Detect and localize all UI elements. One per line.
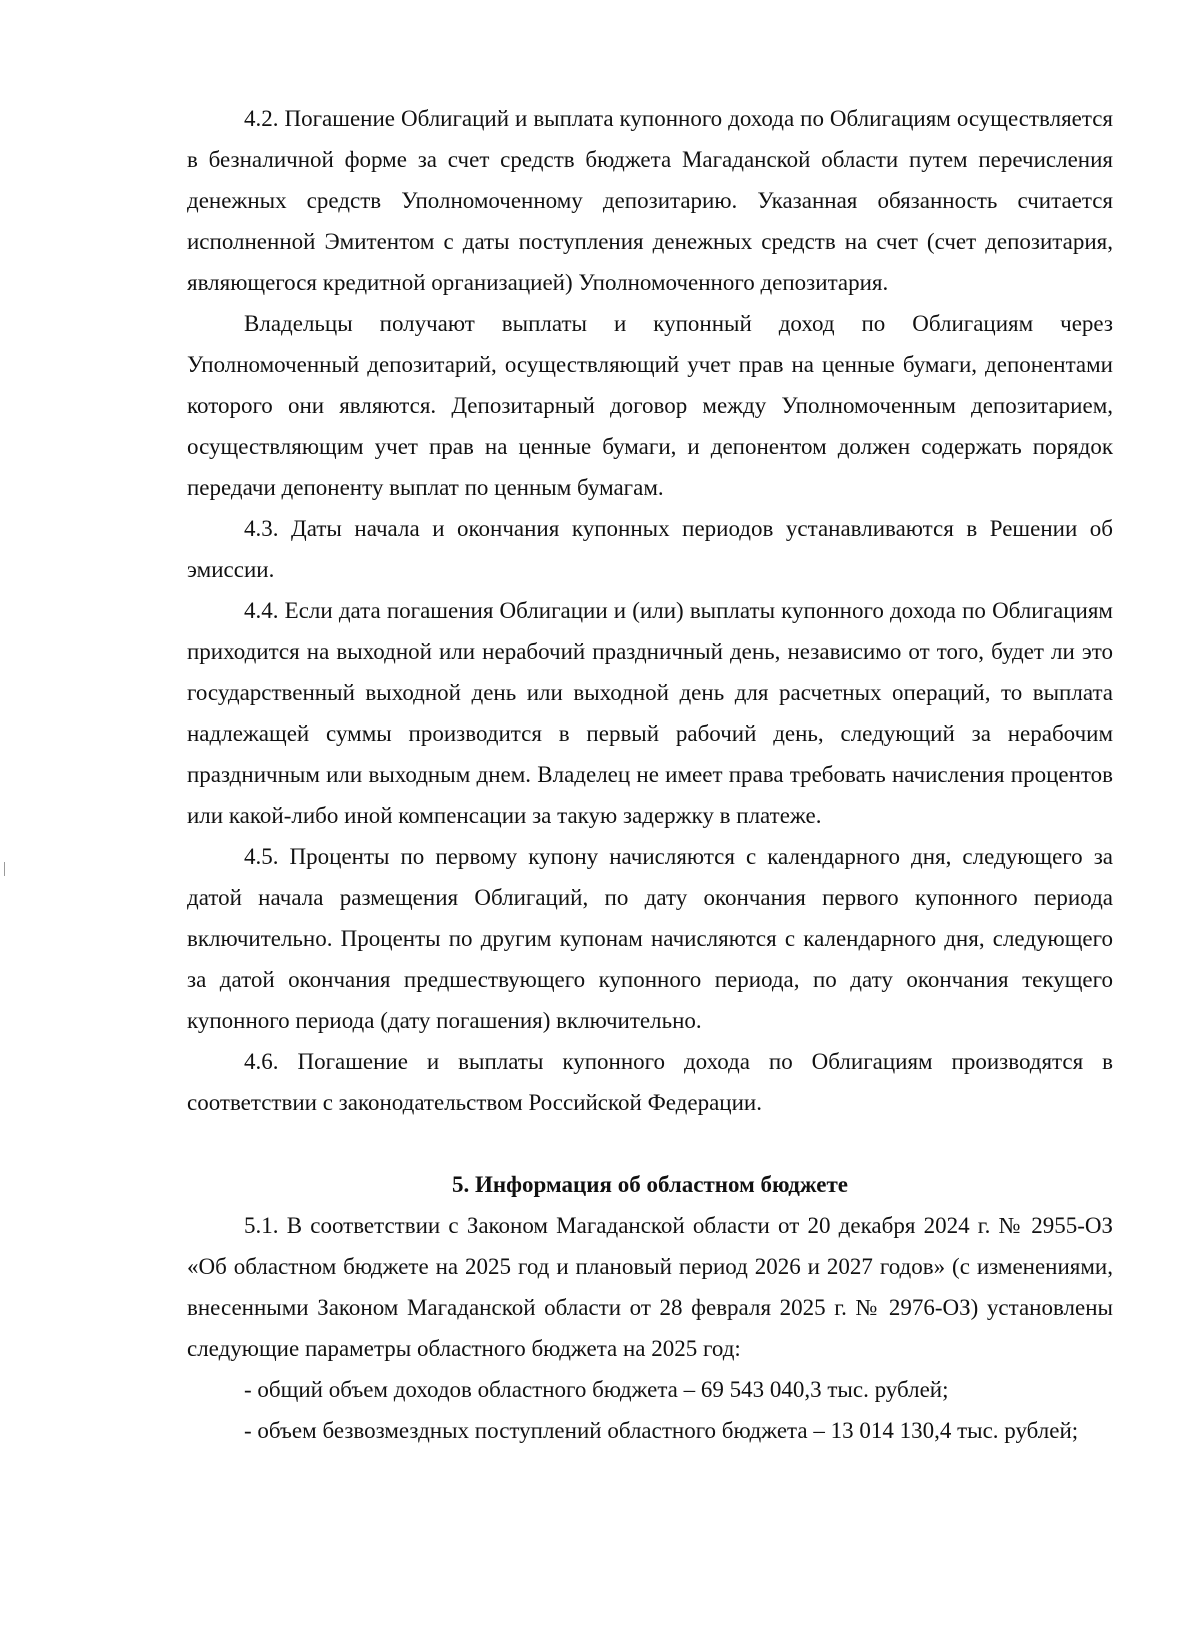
list-item-grants: - объем безвозмездных поступлений областного бюджета – 13 014 130,4 тыс. рублей;: [244, 1418, 1079, 1443]
paragraph-4-2: 4.2. Погашение Облигаций и выплата купонного дохода по Облигациям осуществляется в безналичной форме за счет средств бюджета Магаданской области путем перечисления денежных средств Уполномоченному депозитарию. Указанная обязанность считается исполненной Эмитентом с даты поступления денежных средств на счет (счет депозитария, являющегося кредитной организацией) Уполномоченного депозитария.: [187, 106, 1113, 295]
paragraph-5-1: 5.1. В соответствии с Законом Магаданской области от 20 декабря 2024 г. № 2955-ОЗ «Об областном бюджете на 2025 год и плановый период 2026 и 2027 годов» (с изменениями, внесенными Законом Магаданской области от 28 февраля 2025 г. № 2976-ОЗ) установлены следующие параметры областного бюджета на 2025 год:: [187, 1213, 1113, 1361]
document-body: [187, 98, 1113, 1451]
section-5-heading: 5. Информация об областном бюджете: [451, 1172, 848, 1197]
paragraph-4-5: 4.5. Проценты по первому купону начисляются с календарного дня, следующего за датой начала размещения Облигаций, по дату окончания первого купонного периода включительно. Проценты по другим купонам начисляются с календарного дня, следующего за датой окончания предшествующего купонного периода, по дату окончания текущего купонного периода (дату погашения) включительно.: [187, 844, 1113, 1033]
margin-mark: [4, 862, 5, 876]
paragraph-4-6: 4.6. Погашение и выплаты купонного дохода по Облигациям производятся в соответствии с законодательством Российской Федерации.: [187, 1049, 1113, 1115]
paragraph-4-4: 4.4. Если дата погашения Облигации и (или) выплаты купонного дохода по Облигациям приходится на выходной или нерабочий праздничный день, независимо от того, будет ли это государственный выходной день или выходной день для расчетных операций, то выплата надлежащей суммы производится в первый рабочий день, следующий за нерабочим праздничным или выходным днем. Владелец не имеет права требовать начисления процентов или какой-либо иной компенсации за такую задержку в платеже.: [187, 598, 1113, 828]
paragraph-4-3: 4.3. Даты начала и окончания купонных периодов устанавливаются в Решении об эмиссии.: [187, 516, 1113, 582]
list-item-income: - общий объем доходов областного бюджета – 69 543 040,3 тыс. рублей;: [244, 1377, 949, 1402]
paragraph-owners: Владельцы получают выплаты и купонный доход по Облигациям через Уполномоченный депозитарий, осуществляющий учет прав на ценные бумаги, депонентами которого они являются. Депозитарный договор между Уполномоченным депозитарием, осуществляющим учет прав на ценные бумаги, и депонентом должен содержать порядок передачи депоненту выплат по ценным бумагам.: [187, 311, 1113, 500]
